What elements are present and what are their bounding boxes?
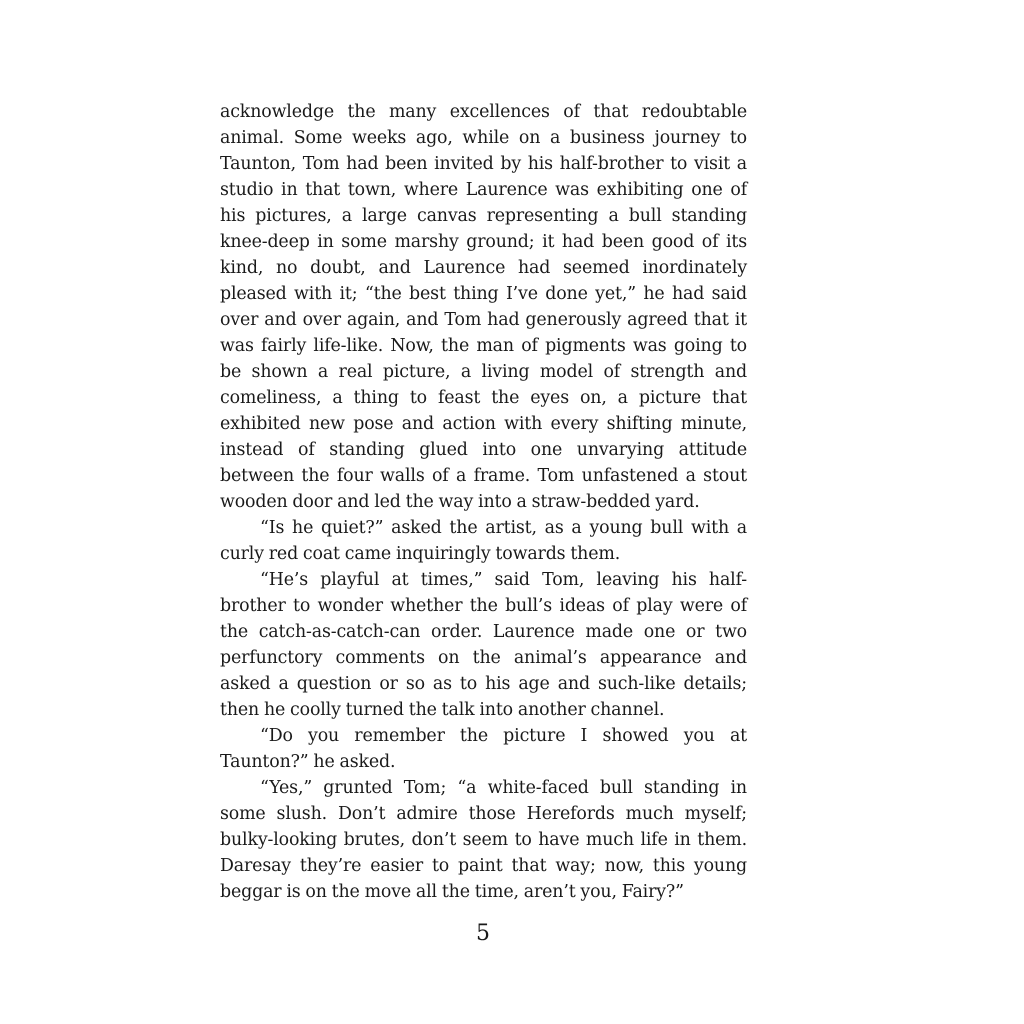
paragraph-5: “Yes,” grunted Tom; “a white-faced bull standing in some slush. Don’t admire those Herefords much myself; bulky-looking brutes, don’t seem to have much life in them. Daresay they’re easier to paint that way; now, this young beggar is on the move all the time, aren’t you, Fairy?” [220, 778, 747, 902]
paragraph-4: “Do you remember the picture I showed you at Taunton?” he asked. [220, 726, 747, 772]
paragraph-3: “He’s playful at times,” said Tom, leaving his half-brother to wonder whether the bull’s ideas of play were of the catch-as-catch-can order. Laurence made one or two perfunctory comments on the animal’s appearance and asked a question or so as to his age and such-like details; then he coolly turned the talk into another channel. [220, 570, 747, 720]
paragraph-2: “Is he quiet?” asked the artist, as a young bull with a curly red coat came inquiringly towards them. [220, 518, 747, 564]
paragraph-1: acknowledge the many excellences of that redoubtable animal. Some weeks ago, while on a business journey to Taunton, Tom had been invited by his half-brother to visit a studio in that town, where Laurence was exhibiting one of his pictures, a large canvas representing a bull standing knee-deep in some marshy ground; it had been good of its kind, no doubt, and Laurence had seemed inordinately pleased with it; “the best thing I’ve done yet,” he had said over and over again, and Tom had generously agreed that it was fairly life-like. Now, the man of pigments was going to be shown a real picture, a living model of strength and comeliness, a thing to feast the eyes on, a picture that exhibited new pose and action with every shifting minute, instead of standing glued into one unvarying attitude between the four walls of a frame. Tom unfastened a stout wooden door and led the way into a straw-bedded yard. [220, 102, 747, 512]
page-number: 5 [476, 921, 490, 946]
page-body [220, 99, 747, 905]
